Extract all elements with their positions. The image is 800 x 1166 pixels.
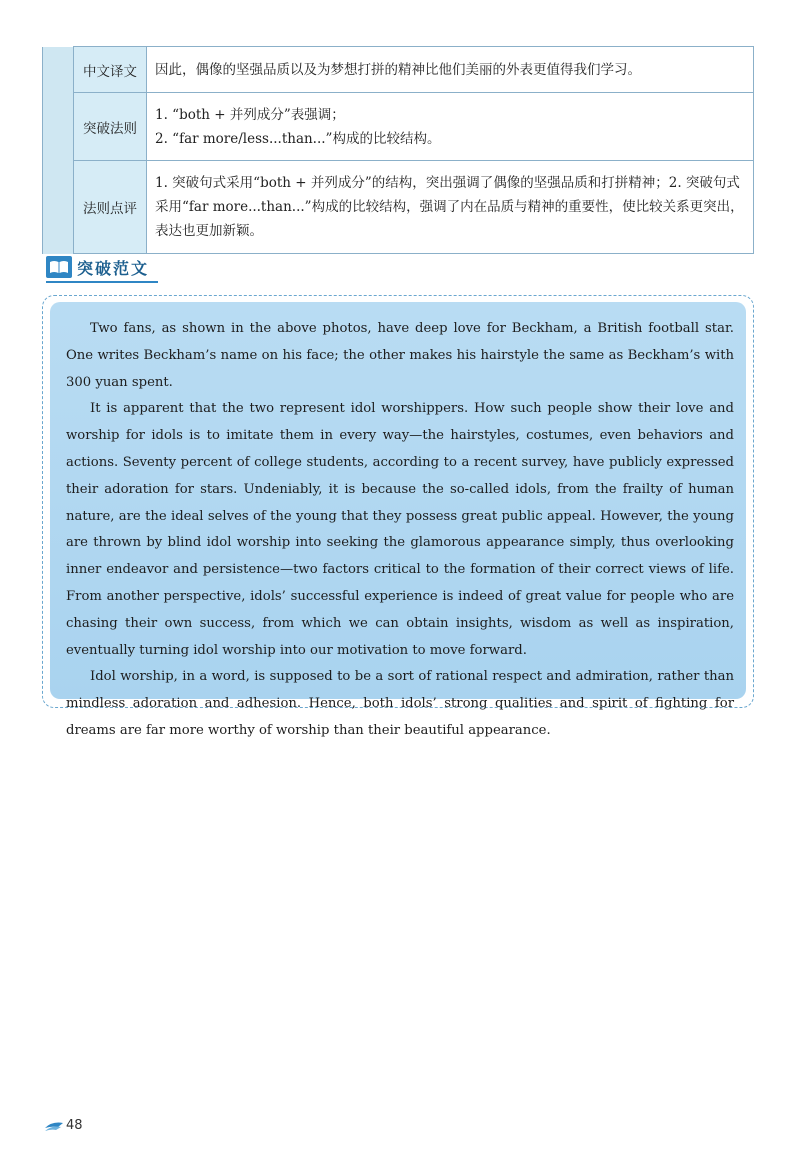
essay-paragraph-2: It is apparent that the two represent idol worshippers. How such people show their love and worship for idols is to imitate them in every way—the hairstyles, costumes, even behaviors and actions. Seventy percent of college students, according to a recent survey, have publicly expressed their adoration for stars. Undeniably, it is because the so-called idols, from the frailty of human nature, are the ideal selves of the young that they possess great public appeal. However, the young are thrown by blind idol worship into seeking the glamorous appearance simply, thus overlooking inner endeavor and persistence—two factors critical to the formation of their correct views of life. From another perspective, idols’ successful experience is indeed of great value for people who are chasing their own success, from which we can obtain insights, wisdom as well as inspiration, eventually turning idol worship into our motivation to move forward.	[66, 401, 734, 658]
essay-panel	[50, 302, 746, 738]
content-line: 2. “far more/less...than...”构成的比较结构。	[155, 130, 441, 147]
essay-paragraph-3: Idol worship, in a word, is supposed to be a sort of rational respect and admiration, rather than mindless adoration and adhesion. Hence, both idols’ strong qualities and spirit of fighting for dreams are far more worthy of worship than their beautiful appearance.	[66, 669, 734, 738]
essay-paragraph-1: Two fans, as shown in the above photos, have deep love for Beckham, a British football star. One writes Beckham’s name on his face; the other makes his hairstyle the same as Beckham’s with 300 yuan spent.	[66, 321, 734, 390]
book-icon	[46, 256, 72, 278]
row-content-rules	[147, 93, 754, 161]
section-title: 突破范文	[77, 258, 150, 278]
content-line: 1. 突破句式采用“both + 并列成分”的结构，突出强调了偶像的坚强品质和打拼精神；2. 突破句式采用“far more...than...”构成的比较结构，强调了内在品质与精神的重要性，使比较关系更突出，表达也更加新颖。	[155, 175, 744, 239]
table-row	[43, 47, 754, 93]
row-label-translation: 中文译文	[74, 47, 147, 93]
table-side-stripe	[43, 161, 74, 254]
table-side-stripe	[43, 47, 74, 93]
row-content-translation	[147, 47, 754, 93]
row-label-comment: 法则点评	[74, 161, 147, 254]
page-number: 48	[66, 1118, 83, 1133]
table-row	[43, 93, 754, 161]
row-label-rules: 突破法则	[74, 93, 147, 161]
page-marker-icon	[44, 1119, 64, 1133]
heading-underline	[46, 281, 158, 283]
page-footer	[44, 1118, 83, 1133]
content-line: 因此，偶像的坚强品质以及为梦想打拼的精神比他们美丽的外表更值得我们学习。	[155, 61, 641, 78]
explanation-table	[42, 46, 754, 254]
content-line: 1. “both + 并列成分”表强调；	[155, 106, 345, 123]
section-heading	[46, 255, 149, 279]
row-content-comment	[147, 161, 754, 254]
table-side-stripe	[43, 93, 74, 161]
table-row	[43, 161, 754, 254]
